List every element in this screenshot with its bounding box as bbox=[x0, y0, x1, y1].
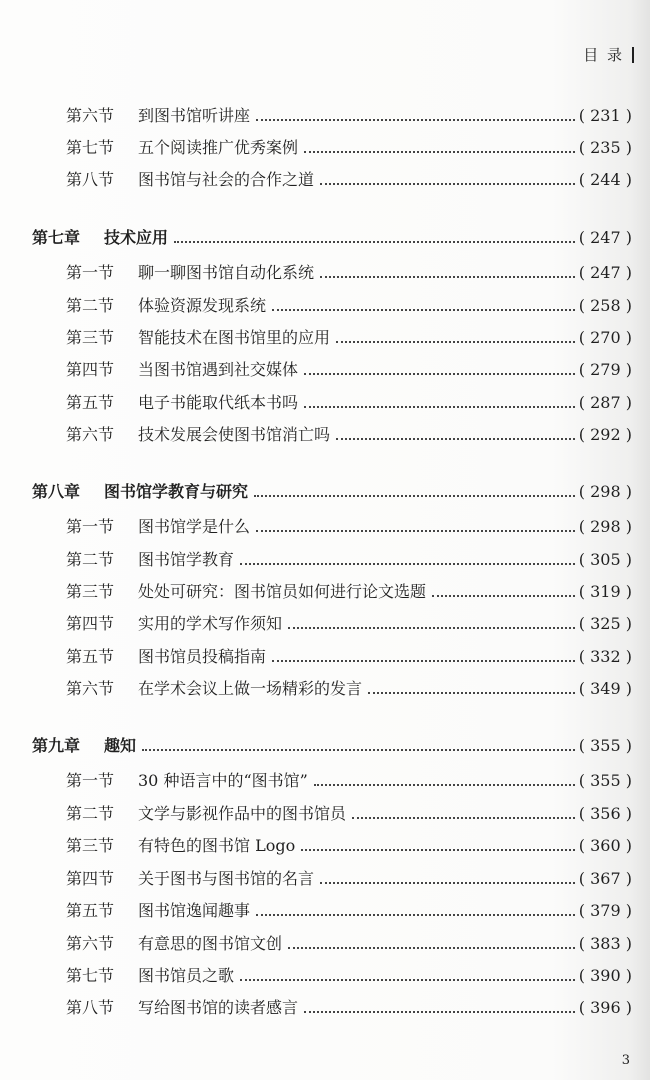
toc-section-entry bbox=[66, 901, 632, 921]
leader-dots bbox=[240, 979, 575, 981]
toc-entry-page: ( 332 ) bbox=[578, 647, 632, 666]
toc-entry-title: 技术发展会使图书馆消亡吗 bbox=[138, 425, 331, 444]
toc-entry-title: 图书馆学是什么 bbox=[138, 517, 251, 536]
leader-dots bbox=[174, 241, 575, 243]
toc-entry-title: 有特色的图书馆 Logo bbox=[138, 836, 296, 855]
toc-section-entry bbox=[66, 836, 632, 856]
toc-section-entry bbox=[66, 138, 632, 158]
toc-entry-page: ( 305 ) bbox=[578, 550, 632, 569]
toc-entry-title: 关于图书与图书馆的名言 bbox=[138, 869, 315, 888]
leader-dots bbox=[256, 119, 575, 121]
leader-dots bbox=[352, 817, 575, 819]
leader-dots bbox=[314, 784, 575, 786]
leader-dots bbox=[432, 595, 575, 597]
toc-section-entry bbox=[66, 550, 632, 570]
toc-section-entry bbox=[66, 328, 632, 348]
toc-section-entry bbox=[66, 614, 632, 634]
toc-entry-page: ( 298 ) bbox=[578, 482, 632, 501]
toc-section-entry bbox=[66, 263, 632, 283]
leader-dots bbox=[288, 947, 575, 949]
toc-entry-page: ( 244 ) bbox=[578, 170, 632, 189]
toc-entry-title: 在学术会议上做一场精彩的发言 bbox=[138, 679, 363, 698]
toc-entry-title: 图书馆学教育 bbox=[138, 550, 235, 569]
toc-entry-title: 到图书馆听讲座 bbox=[138, 106, 251, 125]
toc-section-entry bbox=[66, 934, 632, 954]
toc-section-entry bbox=[66, 966, 632, 986]
toc-entry-label: 第七节 bbox=[66, 138, 115, 157]
toc-section-entry bbox=[66, 679, 632, 699]
toc-entry-title: 图书馆逸闻趣事 bbox=[138, 901, 251, 920]
toc-entry-title: 图书馆与社会的合作之道 bbox=[138, 170, 315, 189]
leader-dots bbox=[272, 309, 575, 311]
toc-entry-page: ( 383 ) bbox=[578, 934, 632, 953]
toc-entry-page: ( 287 ) bbox=[578, 393, 632, 412]
toc-entry-label: 第六节 bbox=[66, 425, 115, 444]
toc-entry-label: 第一节 bbox=[66, 771, 115, 790]
toc-section-entry bbox=[66, 647, 632, 667]
toc-entry-label: 第五节 bbox=[66, 647, 115, 666]
toc-entry-label: 第六节 bbox=[66, 679, 115, 698]
toc-entry-page: ( 247 ) bbox=[578, 263, 632, 282]
leader-dots bbox=[320, 276, 575, 278]
toc-section-entry bbox=[66, 998, 632, 1018]
toc-section-entry bbox=[66, 517, 632, 537]
leader-dots bbox=[320, 882, 575, 884]
toc-entry-label: 第一节 bbox=[66, 517, 115, 536]
toc-entry-label: 第二节 bbox=[66, 550, 115, 569]
leader-dots bbox=[254, 495, 575, 497]
toc-entry-page: ( 356 ) bbox=[578, 804, 632, 823]
toc-entry-page: ( 292 ) bbox=[578, 425, 632, 444]
toc-entry-title: 有意思的图书馆文创 bbox=[138, 934, 283, 953]
toc-entry-label: 第七节 bbox=[66, 966, 115, 985]
toc-entry-label: 第六节 bbox=[66, 106, 115, 125]
toc-entry-label: 第三节 bbox=[66, 582, 115, 601]
toc-section-entry bbox=[66, 170, 632, 190]
toc-section-entry bbox=[66, 869, 632, 889]
toc-entry-label: 第三节 bbox=[66, 328, 115, 347]
toc-entry-title: 图书馆员投稿指南 bbox=[138, 647, 267, 666]
toc-entry-label: 第一节 bbox=[66, 263, 115, 282]
toc-entry-title: 电子书能取代纸本书吗 bbox=[138, 393, 299, 412]
leader-dots bbox=[304, 151, 575, 153]
toc-entry-label: 第八节 bbox=[66, 170, 115, 189]
toc-section-entry bbox=[66, 582, 632, 602]
toc-entry-label: 第八章 bbox=[32, 482, 81, 501]
toc-section-entry bbox=[66, 425, 632, 445]
leader-dots bbox=[336, 341, 575, 343]
leader-dots bbox=[368, 692, 575, 694]
toc-entry-title: 图书馆学教育与研究 bbox=[104, 482, 249, 501]
toc-entry-page: ( 279 ) bbox=[578, 360, 632, 379]
toc-section-entry bbox=[66, 804, 632, 824]
toc-entry-label: 第四节 bbox=[66, 614, 115, 633]
toc-entry-page: ( 258 ) bbox=[578, 296, 632, 315]
toc-section-entry bbox=[66, 106, 632, 126]
toc-entry-page: ( 396 ) bbox=[578, 998, 632, 1017]
header-rule bbox=[632, 47, 634, 63]
toc-entry-label: 第八节 bbox=[66, 998, 115, 1017]
leader-dots bbox=[320, 183, 575, 185]
toc-entry-page: ( 355 ) bbox=[578, 736, 632, 755]
page-number: 3 bbox=[621, 1053, 630, 1068]
toc-entry-label: 第三节 bbox=[66, 836, 115, 855]
toc-entry-title: 处处可研究：图书馆员如何进行论文选题 bbox=[138, 582, 427, 601]
toc-entry-label: 第九章 bbox=[32, 736, 81, 755]
toc-section-entry bbox=[66, 393, 632, 413]
header-title: 目 录 bbox=[583, 46, 624, 64]
toc-chapter-entry bbox=[32, 228, 632, 248]
toc-chapter-entry bbox=[32, 736, 632, 756]
toc-entry-title: 体验资源发现系统 bbox=[138, 296, 267, 315]
toc-entry-title: 图书馆员之歌 bbox=[138, 966, 235, 985]
leader-dots bbox=[240, 563, 575, 565]
toc-entry-page: ( 231 ) bbox=[578, 106, 632, 125]
leader-dots bbox=[142, 749, 575, 751]
toc-entry-title: 技术应用 bbox=[104, 228, 169, 247]
leader-dots bbox=[301, 849, 575, 851]
toc-entry-title: 智能技术在图书馆里的应用 bbox=[138, 328, 331, 347]
toc-entry-title: 聊一聊图书馆自动化系统 bbox=[138, 263, 315, 282]
leader-dots bbox=[304, 1011, 575, 1013]
toc-entry-page: ( 379 ) bbox=[578, 901, 632, 920]
toc-entry-title: 趣知 bbox=[104, 736, 137, 755]
toc-entry-title: 写给图书馆的读者感言 bbox=[138, 998, 299, 1017]
toc-entry-label: 第五节 bbox=[66, 901, 115, 920]
toc-entry-page: ( 247 ) bbox=[578, 228, 632, 247]
toc-entry-label: 第四节 bbox=[66, 360, 115, 379]
toc-entry-page: ( 360 ) bbox=[578, 836, 632, 855]
toc-entry-title: 五个阅读推广优秀案例 bbox=[138, 138, 299, 157]
leader-dots bbox=[304, 406, 575, 408]
leader-dots bbox=[256, 914, 575, 916]
toc-entry-page: ( 270 ) bbox=[578, 328, 632, 347]
toc-entry-title: 30 种语言中的“图书馆” bbox=[138, 771, 308, 790]
toc-entry-label: 第六节 bbox=[66, 934, 115, 953]
toc-entry-title: 文学与影视作品中的图书馆员 bbox=[138, 804, 347, 823]
toc-entry-title: 实用的学术写作须知 bbox=[138, 614, 283, 633]
leader-dots bbox=[272, 660, 575, 662]
toc-entry-title: 当图书馆遇到社交媒体 bbox=[138, 360, 299, 379]
toc-section-entry bbox=[66, 360, 632, 380]
leader-dots bbox=[304, 373, 575, 375]
leader-dots bbox=[256, 530, 575, 532]
toc-entry-label: 第七章 bbox=[32, 228, 81, 247]
leader-dots bbox=[336, 438, 575, 440]
toc-entry-page: ( 349 ) bbox=[578, 679, 632, 698]
toc-chapter-entry bbox=[32, 482, 632, 502]
toc-entry-page: ( 325 ) bbox=[578, 614, 632, 633]
toc-entry-page: ( 319 ) bbox=[578, 582, 632, 601]
toc-entry-page: ( 355 ) bbox=[578, 771, 632, 790]
toc-entry-label: 第二节 bbox=[66, 804, 115, 823]
toc-entry-page: ( 298 ) bbox=[578, 517, 632, 536]
toc-section-entry bbox=[66, 296, 632, 316]
toc-entry-label: 第四节 bbox=[66, 869, 115, 888]
toc-section-entry bbox=[66, 771, 632, 791]
leader-dots bbox=[288, 627, 575, 629]
running-header bbox=[583, 44, 634, 65]
toc-entry-page: ( 367 ) bbox=[578, 869, 632, 888]
toc-entry-label: 第五节 bbox=[66, 393, 115, 412]
toc-entry-page: ( 235 ) bbox=[578, 138, 632, 157]
toc-entry-label: 第二节 bbox=[66, 296, 115, 315]
toc-entry-page: ( 390 ) bbox=[578, 966, 632, 985]
